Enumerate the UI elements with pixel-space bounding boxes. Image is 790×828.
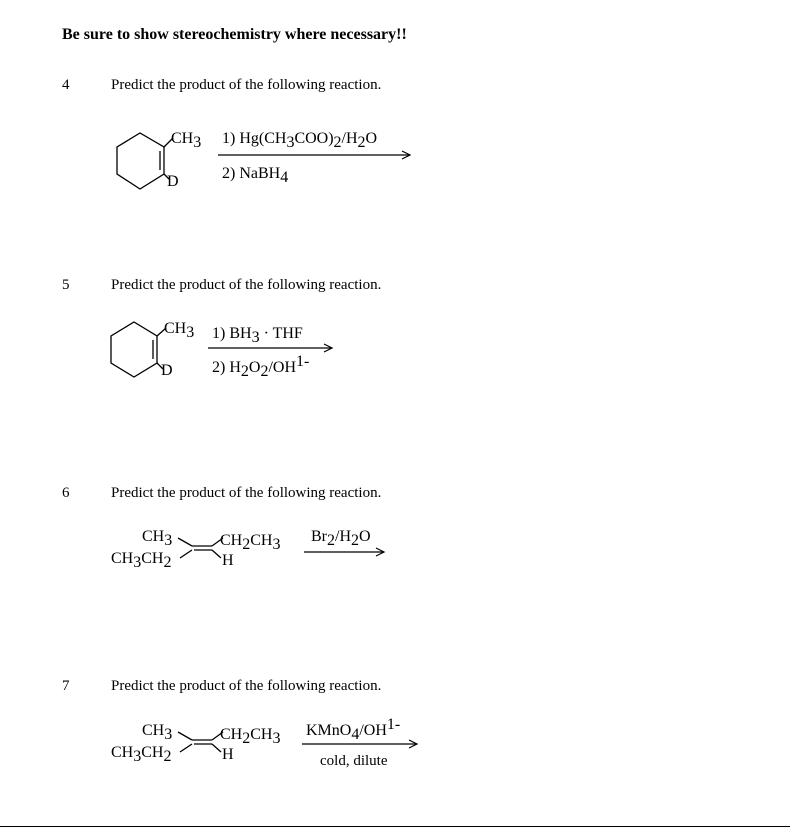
ethyl-label-left: CH3CH2 [111, 744, 172, 765]
ethyl-label-right: CH2CH3 [220, 726, 281, 747]
question-7-prompt: Predict the product of the following reaction. [111, 678, 382, 694]
bond-hydrogen [212, 550, 221, 558]
deuterium-label: D [167, 173, 179, 190]
question-6-reaction [111, 528, 384, 571]
hydrogen-label: H [222, 552, 234, 569]
bottom-border [0, 826, 790, 827]
methyl-label: CH3 [142, 528, 173, 549]
reagent-step-1: KMnO4/OH1- [306, 716, 401, 743]
cyclohexene-ring [111, 322, 157, 377]
methyl-label: CH3 [142, 722, 173, 743]
question-7-reaction [111, 716, 417, 769]
cyclohexene-ring [117, 133, 164, 189]
question-5-number: 5 [62, 277, 70, 293]
deuterium-label: D [161, 362, 173, 379]
question-5-reaction [111, 320, 332, 380]
ethyl-label-left: CH3CH2 [111, 550, 172, 571]
bond-methyl [178, 732, 192, 740]
reagent-conditions: cold, dilute [320, 753, 388, 769]
reagent-step-1: Br2/H2O [311, 528, 371, 549]
ethyl-label-right: CH2CH3 [220, 532, 281, 553]
question-7-number: 7 [62, 678, 70, 694]
bond-hydrogen [212, 744, 221, 752]
hydrogen-label: H [222, 746, 234, 763]
question-4-reaction [117, 130, 410, 190]
question-4-prompt: Predict the product of the following reaction. [111, 77, 382, 93]
question-4-number: 4 [62, 77, 70, 93]
bond-ethyl-left [180, 744, 192, 752]
question-6-number: 6 [62, 485, 70, 501]
reagent-step-1: 1) BH3 · THF [212, 325, 303, 346]
methyl-label: CH3 [171, 130, 202, 151]
instructions-header: Be sure to show stereochemistry where necessary!! [62, 26, 407, 43]
reagent-step-2: 2) NaBH4 [222, 165, 289, 186]
reagent-step-2: 2) H2O2/OH1- [212, 353, 310, 380]
bond-methyl [178, 538, 192, 546]
reagent-step-1: 1) Hg(CH3COO)2/H2O [222, 130, 378, 151]
question-6-prompt: Predict the product of the following reaction. [111, 485, 382, 501]
methyl-label: CH3 [164, 320, 195, 341]
question-5-prompt: Predict the product of the following reaction. [111, 277, 382, 293]
bond-ethyl-left [180, 550, 192, 558]
